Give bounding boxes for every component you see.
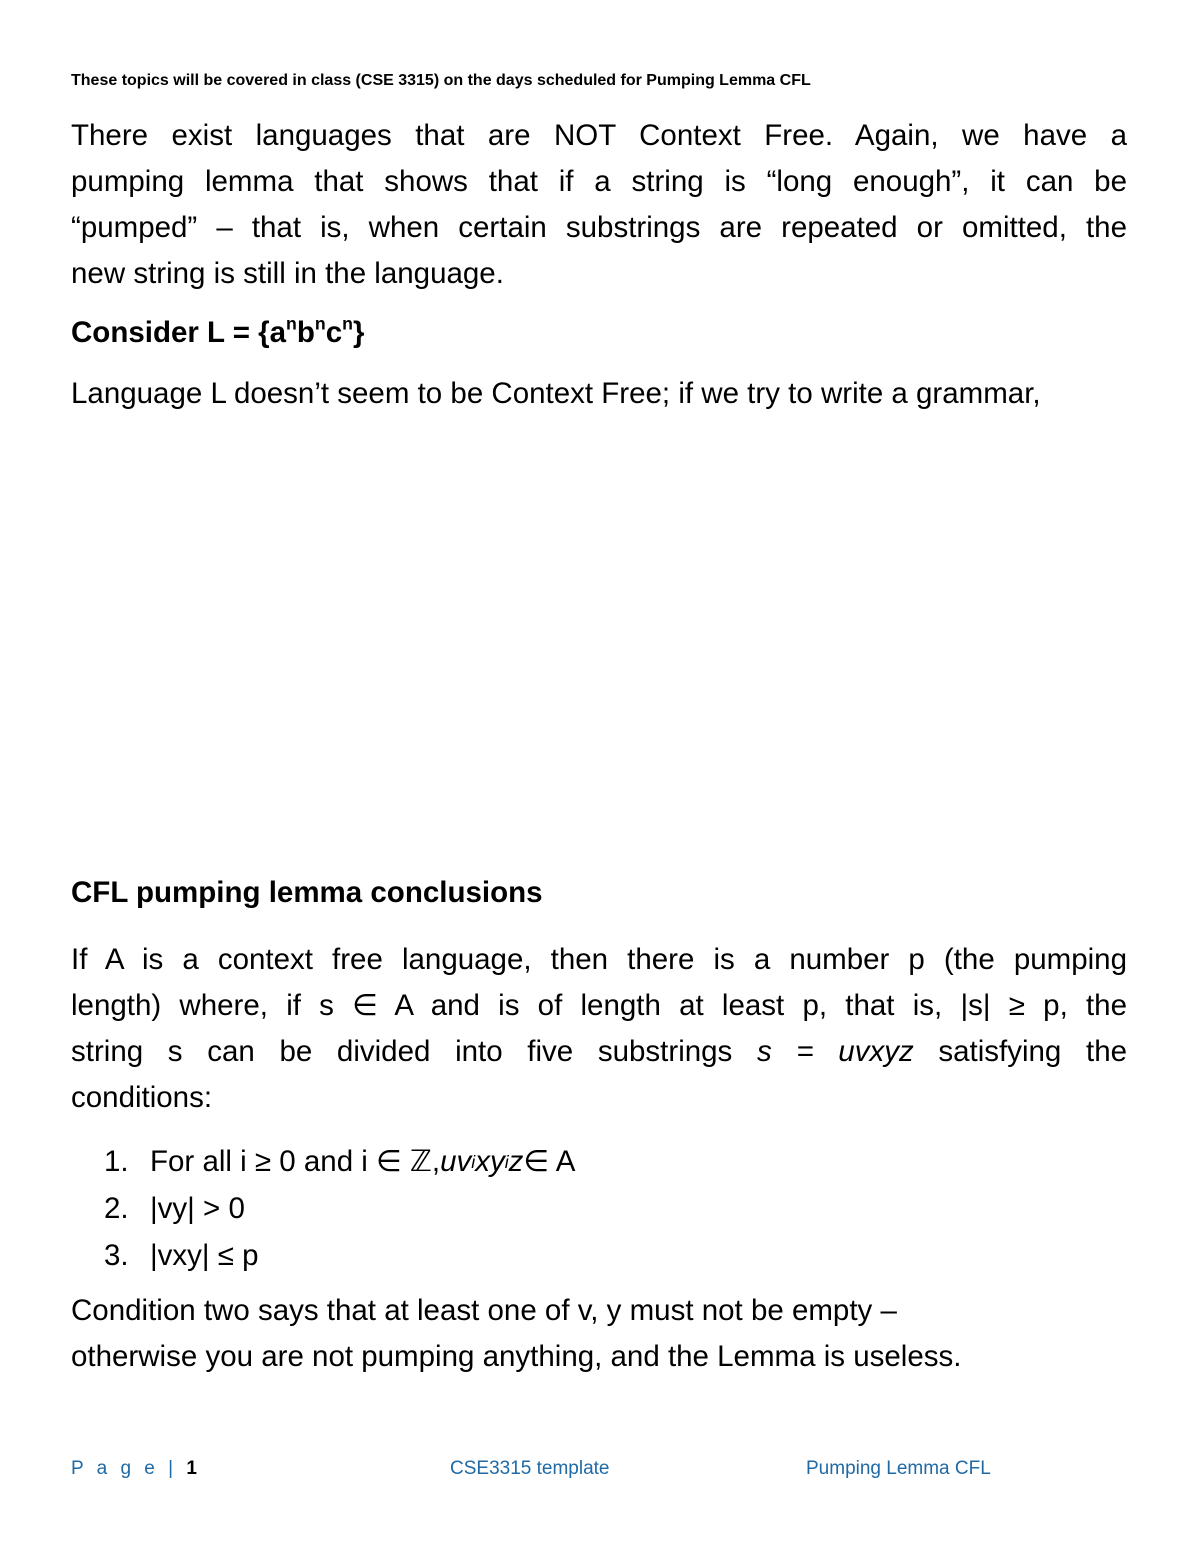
footer-template-name: CSE3315 template (450, 1458, 610, 1479)
closing-line-2: otherwise you are not pumping anything, and the Lemma is useless. (71, 1340, 962, 1373)
header-note: These topics will be covered in class (CSE 3315) on the days scheduled for Pumping Lemma CFL (71, 72, 811, 89)
consider-heading: Consider $L = \{a^nb^nc^n\}$ (71, 313, 365, 349)
conditions-list (104, 1138, 575, 1279)
intro-line-3: “pumped” – that is, when certain substrings are repeated or omitted, the (71, 211, 1127, 244)
page-number-label: P a g e | 1 (71, 1458, 197, 1479)
intro-line-4: new string is still in the language. (71, 257, 504, 290)
closing-line-1: Condition two says that at least one of v, y must not be empty – (71, 1294, 897, 1327)
definition-line-2: length) where, if s ∈ A and is of length at least p, that is, |s| ≥ p, the (71, 989, 1127, 1022)
conclusions-heading: CFL pumping lemma conclusions (71, 876, 543, 909)
page-number: 1 (186, 1458, 197, 1479)
intro-line-1: There exist languages that are NOT Context Free. Again, we have a (71, 119, 1127, 152)
list-item: 1. For all i ≥ 0 and i ∈ ℤ, uv i xy i z ∈ A (104, 1144, 576, 1178)
list-item: 2. |vy| > 0 (104, 1191, 245, 1225)
definition-paragraph (71, 937, 1127, 1121)
definition-line-3: string s can be divided into five substrings s = uvxyz satisfying the (71, 1035, 1128, 1068)
language-line: Language L doesn’t seem to be Context Free; if we try to write a grammar, (71, 377, 1041, 410)
definition-line-4: conditions: (71, 1081, 213, 1114)
list-item: 3. |vxy| ≤ p (104, 1238, 259, 1272)
intro-paragraph (71, 113, 1127, 297)
page-footer (0, 1458, 1200, 1484)
footer-topic: Pumping Lemma CFL (806, 1458, 991, 1479)
intro-line-2: pumping lemma that shows that if a string is “long enough”, it can be (71, 165, 1127, 198)
definition-line-1: If A is a context free language, then there is a number p (the pumping (71, 943, 1127, 976)
